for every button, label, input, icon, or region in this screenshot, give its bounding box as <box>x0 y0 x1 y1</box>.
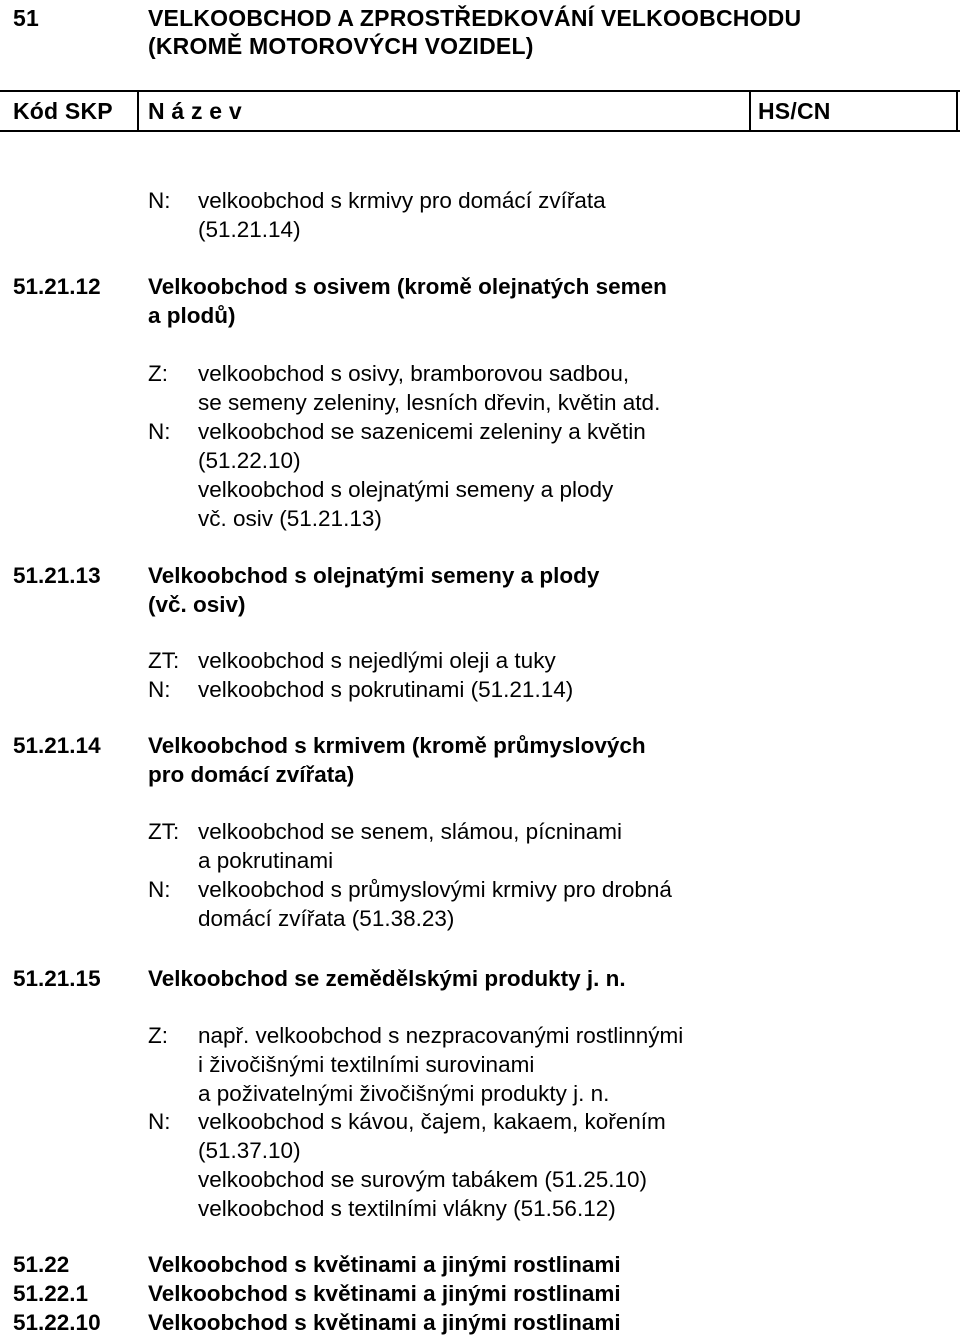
note-label: Z: <box>148 1023 168 1048</box>
entry-code: 51.22.1 <box>13 1281 89 1306</box>
note-label: N: <box>148 677 171 702</box>
note-text: velkoobchod s olejnatými semeny a plody <box>198 477 614 502</box>
entry-code: 51.22.10 <box>13 1310 101 1335</box>
header-divider-2 <box>749 90 751 132</box>
entry-title: Velkoobchod s olejnatými semeny a plody <box>148 563 600 588</box>
header-name: N á z e v <box>148 98 242 124</box>
note-text: velkoobchod s průmyslovými krmivy pro drobná <box>198 877 672 902</box>
note-text: např. velkoobchod s nezpracovanými rostlinnými <box>198 1023 684 1048</box>
note-text: velkoobchod s krmivy pro domácí zvířata <box>198 188 606 213</box>
entry-title: a plodů) <box>148 303 236 328</box>
note-text: vč. osiv (51.21.13) <box>198 506 382 531</box>
section-number: 51 <box>13 5 39 31</box>
header-bottom-rule <box>0 130 960 132</box>
note-text: velkoobchod se sazenicemi zeleniny a květin <box>198 419 646 444</box>
entry-title: (vč. osiv) <box>148 592 246 617</box>
header-top-rule <box>0 90 960 92</box>
entry-title: Velkoobchod s květinami a jinými rostlinami <box>148 1281 621 1306</box>
note-text: (51.22.10) <box>198 448 301 473</box>
entry-title: Velkoobchod se zemědělskými produkty j. n. <box>148 966 626 991</box>
note-text: velkoobchod s kávou, čajem, kakaem, kořením <box>198 1109 666 1134</box>
header-divider-1 <box>137 90 139 132</box>
entry-code: 51.21.13 <box>13 563 101 588</box>
entry-code: 51.21.15 <box>13 966 101 991</box>
section-title-line1: VELKOOBCHOD A ZPROSTŘEDKOVÁNÍ VELKOOBCHODU <box>148 5 802 31</box>
entry-title: pro domácí zvířata) <box>148 762 355 787</box>
note-label: ZT: <box>148 648 180 673</box>
note-text: se semeny zeleniny, lesních dřevin, květin atd. <box>198 390 661 415</box>
entry-code: 51.21.12 <box>13 274 101 299</box>
note-text: velkoobchod se surovým tabákem (51.25.10) <box>198 1167 647 1192</box>
note-label: N: <box>148 1109 171 1134</box>
note-text: domácí zvířata (51.38.23) <box>198 906 455 931</box>
note-text: velkoobchod se senem, slámou, pícninami <box>198 819 622 844</box>
header-code: Kód SKP <box>13 98 113 124</box>
note-label: ZT: <box>148 819 180 844</box>
entry-title: Velkoobchod s květinami a jinými rostlinami <box>148 1310 621 1335</box>
note-label: N: <box>148 419 171 444</box>
note-text: velkoobchod s osivy, bramborovou sadbou, <box>198 361 630 386</box>
note-text: i živočišnými textilními surovinami <box>198 1052 535 1077</box>
header-divider-right <box>956 90 958 132</box>
note-text: (51.21.14) <box>198 217 301 242</box>
note-label: N: <box>148 188 171 213</box>
note-text: a pokrutinami <box>198 848 334 873</box>
note-text: (51.37.10) <box>198 1138 301 1163</box>
entry-title: Velkoobchod s osivem (kromě olejnatých semen <box>148 274 667 299</box>
entry-title: Velkoobchod s krmivem (kromě průmyslových <box>148 733 646 758</box>
note-text: a poživatelnými živočišnými produkty j. n. <box>198 1081 610 1106</box>
section-title-line2: (KROMĚ MOTOROVÝCH VOZIDEL) <box>148 33 534 59</box>
note-text: velkoobchod s textilními vlákny (51.56.12) <box>198 1196 616 1221</box>
entry-code: 51.22 <box>13 1252 70 1277</box>
note-label: Z: <box>148 361 168 386</box>
header-hscn: HS/CN <box>758 98 831 124</box>
note-text: velkoobchod s pokrutinami (51.21.14) <box>198 677 574 702</box>
note-label: N: <box>148 877 171 902</box>
entry-code: 51.21.14 <box>13 733 101 758</box>
note-text: velkoobchod s nejedlými oleji a tuky <box>198 648 556 673</box>
entry-title: Velkoobchod s květinami a jinými rostlinami <box>148 1252 621 1277</box>
